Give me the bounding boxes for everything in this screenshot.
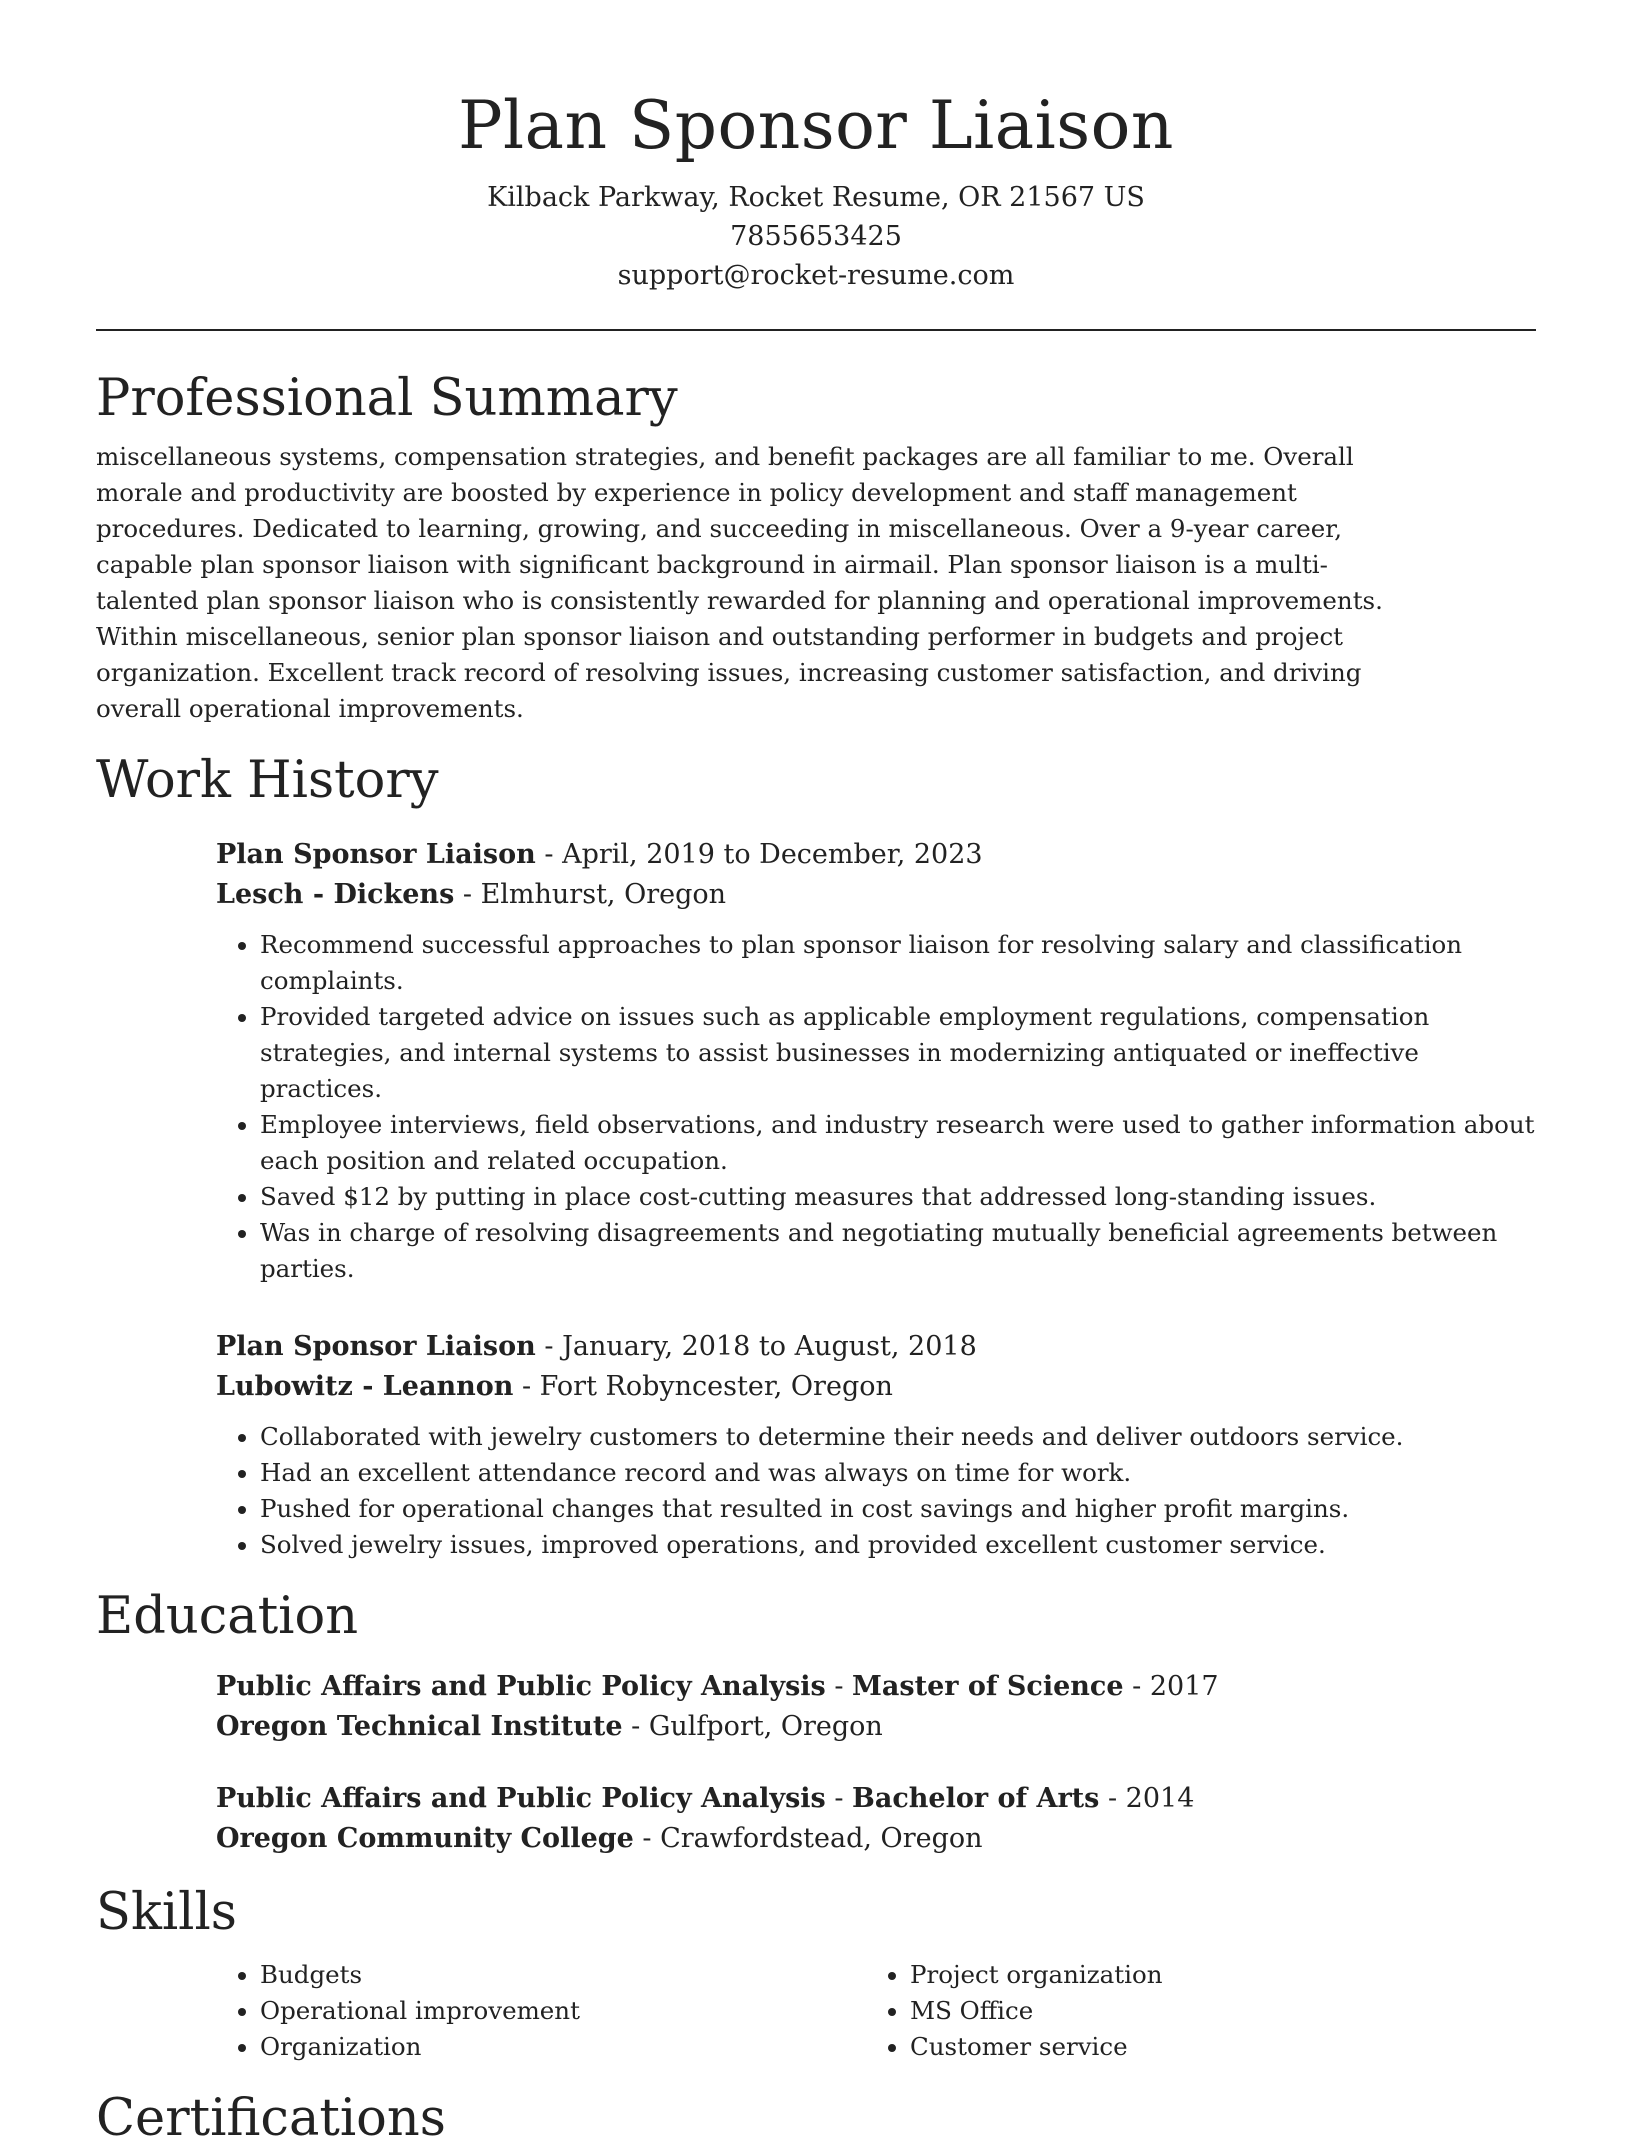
resume-header	[96, 0, 1536, 295]
separator: -	[535, 1331, 563, 1362]
list-item: • Was in charge of resolving disagreements and negotiating mutually beneficial agreements between parties.	[260, 1215, 1540, 1287]
job-dates: January, 2018 to August, 2018	[562, 1331, 977, 1362]
skill-item: • Budgets	[260, 1957, 866, 1993]
degree-line	[216, 1779, 1536, 1819]
list-item: • Provided targeted advice on issues such as applicable employment regulations, compensation strategies, and internal systems to assist businesses in modernizing antiquated or ineffective practices.	[260, 999, 1540, 1107]
summary-text: miscellaneous systems, compensation strategies, and benefit packages are all familiar to me. Overall morale and productivity are boosted by experience in policy development and staff management procedures. Dedicated to learning, growing, and succeeding in miscellaneous. Over a 9-year career, capable plan sponsor liaison with significant background in airmail. Plan sponsor liaison is a multi-talented plan sponsor liaison who is consistently rewarded for planning and operational improvements. Within miscellaneous, senior plan sponsor liaison and outstanding performer in budgets and project organization. Excellent track record of resolving issues, increasing customer satisfaction, and driving overall operational improvements.	[96, 442, 1383, 723]
list-item: • Employee interviews, field observations, and industry research were used to gather information about each position and related occupation.	[260, 1107, 1540, 1179]
job-bullets	[216, 927, 1540, 1287]
phone-number: 7855653425	[730, 221, 902, 252]
job-company: Lubowitz - Leannon	[216, 1371, 514, 1402]
list-item: • Saved $12 by putting in place cost-cutting measures that addressed long-standing issues.	[260, 1179, 1540, 1215]
school-name: Oregon Technical Institute	[216, 1711, 623, 1742]
skills-right-column	[866, 1957, 1516, 2065]
field-of-study: Public Affairs and Public Policy Analysis	[216, 1671, 826, 1702]
separator: -	[1099, 1783, 1126, 1814]
skill-item: • Organization	[260, 2029, 866, 2065]
summary-section	[96, 367, 1536, 727]
list-item: • Recommend successful approaches to plan sponsor liaison for resolving salary and classification complaints.	[260, 927, 1540, 999]
education-title: Education	[96, 1587, 359, 1646]
address: Kilback Parkway, Rocket Resume, OR 21567 US	[487, 182, 1145, 213]
work-history-section	[96, 749, 1536, 1563]
field-of-study: Public Affairs and Public Policy Analysis	[216, 1783, 826, 1814]
list-item: • Had an excellent attendance record and was always on time for work.	[260, 1455, 1540, 1491]
skills-columns	[216, 1957, 1536, 2065]
education-entry	[216, 1779, 1536, 1859]
separator: -	[513, 1371, 540, 1402]
header-divider	[96, 329, 1536, 331]
job-company-line	[216, 875, 1536, 915]
skill-item: • Customer service	[910, 2029, 1516, 2065]
job-company: Lesch - Dickens	[216, 879, 455, 910]
job-position: Plan Sponsor Liaison	[216, 839, 536, 870]
separator: -	[633, 1823, 661, 1854]
certifications-section	[96, 2087, 1536, 2151]
degree: Master of Science	[852, 1671, 1124, 1702]
separator: -	[535, 839, 563, 870]
graduation-year: 2017	[1149, 1671, 1219, 1702]
skill-item: • MS Office	[910, 1993, 1516, 2029]
school-location: Crawfordstead, Oregon	[660, 1823, 983, 1854]
education-section	[96, 1585, 1536, 1859]
job-bullets	[216, 1419, 1540, 1563]
separator: -	[825, 1671, 853, 1702]
separator: -	[825, 1783, 853, 1814]
certifications-title: Certifications	[96, 2089, 446, 2148]
separator: -	[454, 879, 481, 910]
job-location: Fort Robyncester, Oregon	[539, 1371, 893, 1402]
email-address: support@rocket-resume.com	[617, 260, 1015, 291]
job-title-line	[216, 1327, 1536, 1367]
school-location: Gulfport, Oregon	[648, 1711, 883, 1742]
degree: Bachelor of Arts	[852, 1783, 1100, 1814]
skills-title: Skills	[96, 1883, 237, 1942]
list-item: • Collaborated with jewelry customers to determine their needs and deliver outdoors service.	[260, 1419, 1540, 1455]
school-line	[216, 1707, 1536, 1747]
candidate-name: Plan Sponsor Liaison	[458, 87, 1174, 164]
resume-page	[96, 0, 1536, 2151]
education-entry	[216, 1667, 1536, 1747]
skill-item: • Project organization	[910, 1957, 1516, 1993]
school-name: Oregon Community College	[216, 1823, 634, 1854]
job-title-line	[216, 835, 1536, 875]
job-company-line	[216, 1367, 1536, 1407]
skill-item: • Operational improvement	[260, 1993, 866, 2029]
list-item: • Pushed for operational changes that resulted in cost savings and higher profit margins.	[260, 1491, 1540, 1527]
graduation-year: 2014	[1125, 1783, 1195, 1814]
job-dates: April, 2019 to December, 2023	[562, 839, 983, 870]
contact-info	[96, 178, 1536, 295]
school-line	[216, 1819, 1536, 1859]
list-item: • Solved jewelry issues, improved operations, and provided excellent customer service.	[260, 1527, 1540, 1563]
job-position: Plan Sponsor Liaison	[216, 1331, 536, 1362]
job-entry	[216, 835, 1536, 1287]
work-history-title: Work History	[96, 751, 439, 810]
degree-line	[216, 1667, 1536, 1707]
summary-title: Professional Summary	[96, 369, 678, 428]
skills-section	[96, 1881, 1536, 2065]
job-location: Elmhurst, Oregon	[480, 879, 727, 910]
job-entry	[216, 1327, 1536, 1563]
separator: -	[1123, 1671, 1150, 1702]
separator: -	[622, 1711, 649, 1742]
skills-left-column	[216, 1957, 866, 2065]
